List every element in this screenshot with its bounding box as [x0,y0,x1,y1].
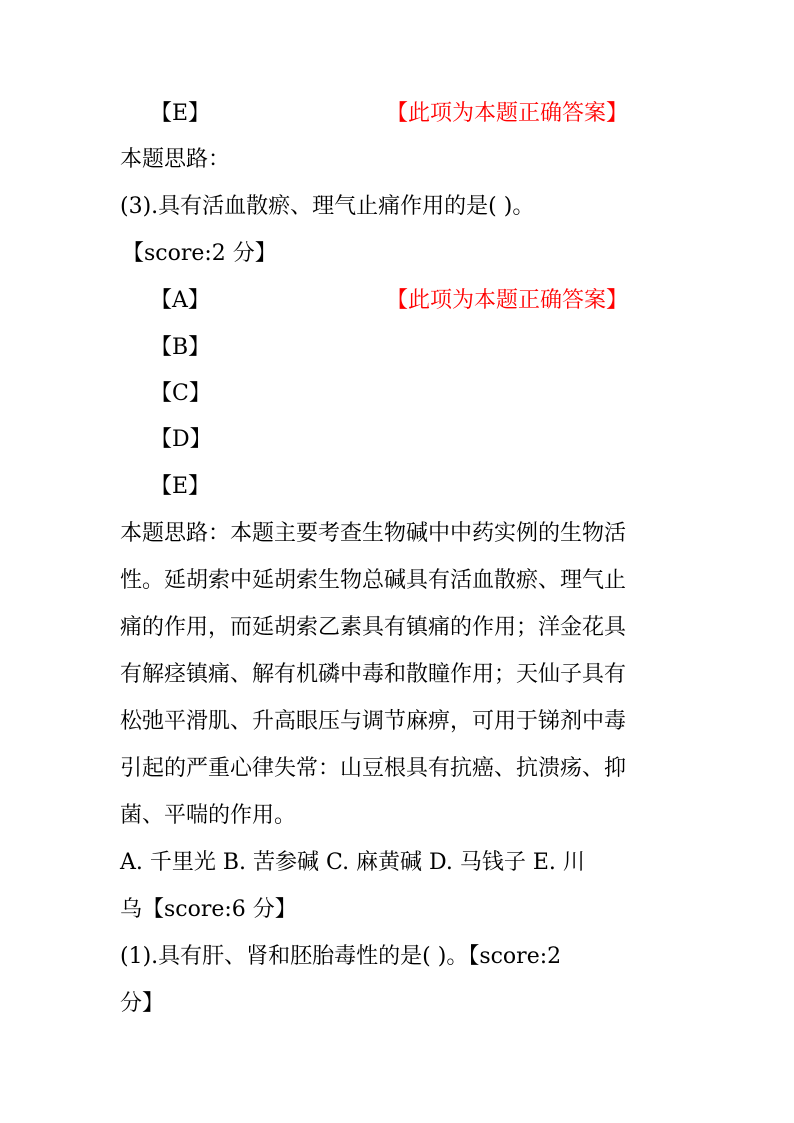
explanation-label: 本题思路： [120,147,231,172]
correct-answer-mark: 【此项为本题正确答案】 [386,288,629,313]
explanation-line: 痛的作用，而延胡索乙素具有镇痛的作用；洋金花具 [120,615,627,640]
option-a-row[interactable] [150,286,629,316]
option-e-row[interactable] [150,99,629,129]
explanation-line: 本题思路：本题主要考查生物碱中中药实例的生物活 [120,521,627,546]
option-c-label: 【C】 [150,381,211,406]
explanation-line: 引起的严重心律失常：山豆根具有抗癌、抗溃疡、抑 [120,756,627,781]
choices-line: A. 千里光 B. 苦参碱 C. 麻黄碱 D. 马钱子 E. 川 [120,850,585,875]
option-b-row[interactable] [150,333,210,363]
correct-answer-mark: 【此项为本题正确答案】 [386,101,629,126]
question-stem-cont: 分】 [120,991,165,1016]
explanation-line: 有解痉镇痛、解有机磷中毒和散瞳作用；天仙子具有 [120,662,627,687]
option-e-row[interactable] [150,472,210,502]
option-a-label: 【A】 [150,288,210,313]
score-label: 【score:2 分】 [122,241,277,266]
option-d-row[interactable] [150,425,212,455]
option-c-row[interactable] [150,379,211,409]
question-stem: (1).具有肝、肾和胚胎毒性的是( )。【score:2 [120,944,562,969]
explanation-line: 菌、平喘的作用。 [120,803,297,828]
choices-line-cont: 乌【score:6 分】 [120,897,297,922]
question-stem: (3).具有活血散瘀、理气止痛作用的是( )。 [120,194,535,219]
option-b-label: 【B】 [150,335,211,360]
explanation-line: 松弛平滑肌、升高眼压与调节麻痹，可用于锑剂中毒 [120,709,627,734]
option-e-label: 【E】 [150,101,211,126]
option-d-label: 【D】 [150,427,212,452]
explanation-line: 性。延胡索中延胡索生物总碱具有活血散瘀、理气止 [120,568,627,593]
option-e-label: 【E】 [150,474,211,499]
